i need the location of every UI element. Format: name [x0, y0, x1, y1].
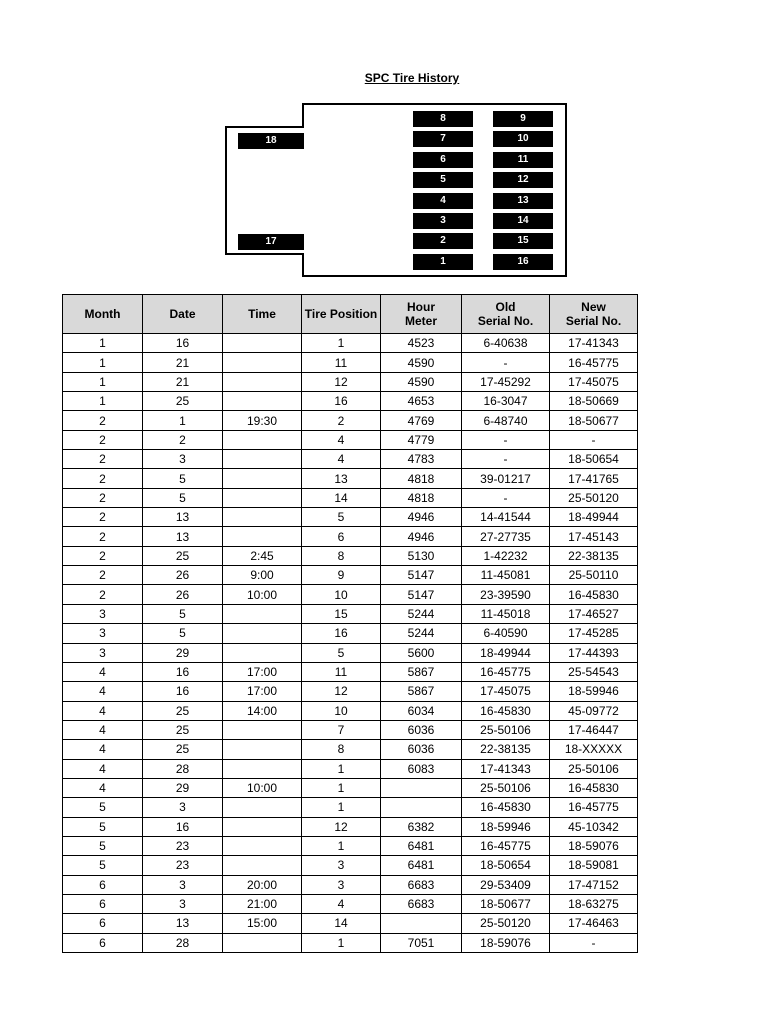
table-cell: 5244 — [381, 624, 462, 643]
table-cell: 25 — [143, 392, 223, 411]
table-cell — [381, 914, 462, 933]
table-cell: 14-41544 — [462, 508, 550, 527]
table-cell: 17-41343 — [462, 759, 550, 778]
table-cell: 2 — [63, 585, 143, 604]
table-cell: 16 — [143, 817, 223, 836]
table-cell: 9 — [302, 566, 381, 585]
table-cell: 6382 — [381, 817, 462, 836]
table-row — [63, 546, 638, 565]
table-cell: 29 — [143, 778, 223, 797]
table-cell: 17:00 — [223, 682, 302, 701]
table-row — [63, 875, 638, 894]
table-row — [63, 682, 638, 701]
table-cell: 3 — [143, 894, 223, 913]
table-cell: 18-50654 — [462, 856, 550, 875]
table-cell — [223, 508, 302, 527]
table-cell: 13 — [143, 508, 223, 527]
table-cell: 6 — [63, 894, 143, 913]
table-cell — [223, 933, 302, 952]
table-cell: 10:00 — [223, 585, 302, 604]
table-cell: 17-41765 — [550, 469, 638, 488]
table-row — [63, 488, 638, 507]
table-row — [63, 392, 638, 411]
table-cell: 17-45292 — [462, 372, 550, 391]
table-cell: 6 — [63, 914, 143, 933]
table-cell: 17-45075 — [550, 372, 638, 391]
table-row — [63, 778, 638, 797]
table-cell: 2 — [63, 527, 143, 546]
table-cell: 3 — [143, 450, 223, 469]
tire-position-box: 3 — [413, 213, 473, 229]
table-cell: 22-38135 — [550, 546, 638, 565]
table-cell — [223, 334, 302, 353]
tire-position-box: 17 — [238, 234, 304, 250]
tire-history-table — [62, 294, 638, 953]
tire-position-box: 16 — [493, 254, 553, 270]
table-row — [63, 411, 638, 430]
tire-position-box: 2 — [413, 233, 473, 249]
table-cell: 4 — [63, 701, 143, 720]
table-cell: 8 — [302, 740, 381, 759]
table-cell: 18-49944 — [550, 508, 638, 527]
table-cell: 14 — [302, 488, 381, 507]
table-cell: 10 — [302, 585, 381, 604]
table-cell: 17-46527 — [550, 604, 638, 623]
tire-position-box: 7 — [413, 131, 473, 147]
table-cell: 2 — [63, 508, 143, 527]
table-cell: 39-01217 — [462, 469, 550, 488]
table-cell: 1 — [302, 334, 381, 353]
table-cell: 18-59076 — [462, 933, 550, 952]
table-cell: 16 — [302, 624, 381, 643]
table-row — [63, 624, 638, 643]
table-cell — [223, 798, 302, 817]
table-cell: 2 — [63, 430, 143, 449]
table-cell: 12 — [302, 817, 381, 836]
table-cell: 26 — [143, 585, 223, 604]
column-header: Time — [223, 295, 302, 334]
table-cell: 25-50120 — [462, 914, 550, 933]
table-cell: 5 — [143, 469, 223, 488]
table-cell: 3 — [302, 875, 381, 894]
column-header: Old Serial No. — [462, 295, 550, 334]
table-cell: 17-44393 — [550, 643, 638, 662]
table-cell: 10:00 — [223, 778, 302, 797]
table-cell: 4783 — [381, 450, 462, 469]
table-cell: 4 — [63, 778, 143, 797]
tire-position-box: 15 — [493, 233, 553, 249]
table-cell — [223, 836, 302, 855]
page-title: SPC Tire History — [364, 71, 460, 85]
table-cell: 6683 — [381, 875, 462, 894]
table-cell: 4946 — [381, 527, 462, 546]
tire-position-box: 6 — [413, 152, 473, 168]
table-cell: 27-27735 — [462, 527, 550, 546]
table-cell: 5 — [143, 488, 223, 507]
table-cell: 5244 — [381, 604, 462, 623]
table-cell: 2 — [63, 450, 143, 469]
table-header-row — [63, 295, 638, 334]
table-cell: 16 — [143, 334, 223, 353]
table-cell: 1 — [302, 798, 381, 817]
table-cell: 16 — [143, 682, 223, 701]
table-cell: 17-46463 — [550, 914, 638, 933]
table-cell: 2 — [63, 411, 143, 430]
table-cell: 5 — [63, 836, 143, 855]
table-row — [63, 914, 638, 933]
table-cell: 25-54543 — [550, 662, 638, 681]
table-cell: 28 — [143, 759, 223, 778]
table-row — [63, 334, 638, 353]
table-cell: 5 — [302, 643, 381, 662]
table-cell: 25-50106 — [550, 759, 638, 778]
table-cell: 16-45775 — [462, 662, 550, 681]
tire-position-box: 8 — [413, 111, 473, 127]
table-cell: 17-45075 — [462, 682, 550, 701]
table-cell: 1 — [143, 411, 223, 430]
table-cell: 2 — [63, 488, 143, 507]
tire-position-box: 9 — [493, 111, 553, 127]
table-cell — [223, 392, 302, 411]
table-cell — [223, 372, 302, 391]
table-row — [63, 372, 638, 391]
table-cell: 2 — [143, 430, 223, 449]
table-cell: 1 — [63, 334, 143, 353]
table-cell: - — [462, 488, 550, 507]
table-cell: 18-50654 — [550, 450, 638, 469]
table-cell: 18-59946 — [462, 817, 550, 836]
table-cell: 12 — [302, 372, 381, 391]
table-cell: 3 — [63, 604, 143, 623]
table-cell: 14 — [302, 914, 381, 933]
table-cell: 19:30 — [223, 411, 302, 430]
table-cell: 22-38135 — [462, 740, 550, 759]
table-cell: 16-45830 — [550, 585, 638, 604]
column-header: Date — [143, 295, 223, 334]
table-cell — [223, 488, 302, 507]
table-cell: 13 — [143, 527, 223, 546]
tire-position-box: 12 — [493, 172, 553, 188]
table-cell: 4818 — [381, 488, 462, 507]
table-cell: 1 — [302, 778, 381, 797]
table-cell: 16-45830 — [550, 778, 638, 797]
table-cell: 1 — [63, 392, 143, 411]
table-cell: 4769 — [381, 411, 462, 430]
table-cell: 25-50106 — [462, 720, 550, 739]
table-cell: 5867 — [381, 682, 462, 701]
table-cell: 6-48740 — [462, 411, 550, 430]
tire-position-box: 1 — [413, 254, 473, 270]
table-cell: 26 — [143, 566, 223, 585]
tire-position-box: 5 — [413, 172, 473, 188]
table-cell: 6 — [63, 875, 143, 894]
table-cell: 6083 — [381, 759, 462, 778]
table-cell: 16-3047 — [462, 392, 550, 411]
table-cell: 18-50677 — [462, 894, 550, 913]
table-cell: 6034 — [381, 701, 462, 720]
table-cell: 5130 — [381, 546, 462, 565]
column-header: New Serial No. — [550, 295, 638, 334]
table-cell — [223, 604, 302, 623]
table-cell: 8 — [302, 546, 381, 565]
table-cell: 25 — [143, 720, 223, 739]
table-cell: 3 — [63, 624, 143, 643]
table-cell: 25 — [143, 701, 223, 720]
table-cell: 4590 — [381, 372, 462, 391]
table-cell: 4818 — [381, 469, 462, 488]
table-cell: 5 — [143, 604, 223, 623]
table-row — [63, 836, 638, 855]
table-cell: 18-59946 — [550, 682, 638, 701]
table-cell: 17-45143 — [550, 527, 638, 546]
table-body — [63, 334, 638, 953]
table-cell: 6683 — [381, 894, 462, 913]
table-row — [63, 508, 638, 527]
table-cell: 6481 — [381, 836, 462, 855]
table-cell: 25-50106 — [462, 778, 550, 797]
table-cell: 6036 — [381, 740, 462, 759]
table-cell: 6 — [63, 933, 143, 952]
table-cell — [223, 856, 302, 875]
table-cell — [223, 759, 302, 778]
table-cell: 6 — [302, 527, 381, 546]
table-cell: - — [462, 430, 550, 449]
table-cell: 17-45285 — [550, 624, 638, 643]
tire-position-box: 11 — [493, 152, 553, 168]
table-cell: 9:00 — [223, 566, 302, 585]
table-row — [63, 469, 638, 488]
table-cell: 16-45830 — [462, 798, 550, 817]
table-cell: 4 — [63, 740, 143, 759]
table-cell — [381, 778, 462, 797]
table-cell: 18-50677 — [550, 411, 638, 430]
table-cell: 45-09772 — [550, 701, 638, 720]
table-cell: 2 — [63, 546, 143, 565]
table-cell: 15:00 — [223, 914, 302, 933]
table-cell: 18-XXXXX — [550, 740, 638, 759]
table-row — [63, 450, 638, 469]
table-cell: 5147 — [381, 585, 462, 604]
table-cell — [223, 740, 302, 759]
table-row — [63, 527, 638, 546]
table-cell: 4 — [63, 720, 143, 739]
table-cell: 14:00 — [223, 701, 302, 720]
table-cell: 18-59076 — [550, 836, 638, 855]
table-row — [63, 740, 638, 759]
table-cell: 12 — [302, 682, 381, 701]
table-cell — [223, 430, 302, 449]
table-cell: 11-45018 — [462, 604, 550, 623]
table-cell: 4590 — [381, 353, 462, 372]
table-cell: 11 — [302, 662, 381, 681]
table-cell: 2 — [63, 469, 143, 488]
column-header: Hour Meter — [381, 295, 462, 334]
tire-position-box: 14 — [493, 213, 553, 229]
table-cell: 7051 — [381, 933, 462, 952]
table-cell: 2 — [302, 411, 381, 430]
table-cell: 1 — [63, 353, 143, 372]
table-cell: 16-45830 — [462, 701, 550, 720]
table-cell: 5600 — [381, 643, 462, 662]
table-cell: 17-46447 — [550, 720, 638, 739]
table-cell: 2:45 — [223, 546, 302, 565]
table-cell: 10 — [302, 701, 381, 720]
table-cell — [223, 527, 302, 546]
table-row — [63, 430, 638, 449]
table-cell: 16-45775 — [550, 798, 638, 817]
table-row — [63, 701, 638, 720]
table-row — [63, 720, 638, 739]
table-cell — [223, 624, 302, 643]
table-cell: 16 — [302, 392, 381, 411]
table-cell: 5147 — [381, 566, 462, 585]
column-header: Tire Position — [302, 295, 381, 334]
table-row — [63, 856, 638, 875]
table-cell: 4523 — [381, 334, 462, 353]
table-cell: 6036 — [381, 720, 462, 739]
table-row — [63, 817, 638, 836]
table-cell: - — [462, 450, 550, 469]
table-cell: 21:00 — [223, 894, 302, 913]
table-row — [63, 585, 638, 604]
tire-position-box: 10 — [493, 131, 553, 147]
table-cell: 20:00 — [223, 875, 302, 894]
table-cell: - — [550, 933, 638, 952]
table-cell: 25 — [143, 740, 223, 759]
table-cell: 17:00 — [223, 662, 302, 681]
table-cell: 5 — [63, 817, 143, 836]
table-cell: 4946 — [381, 508, 462, 527]
table-cell: 1 — [302, 933, 381, 952]
table-cell: 1 — [302, 759, 381, 778]
table-row — [63, 662, 638, 681]
table-cell: 3 — [63, 643, 143, 662]
table-cell: 6481 — [381, 856, 462, 875]
table-cell: 13 — [302, 469, 381, 488]
table-cell: 1-42232 — [462, 546, 550, 565]
table-row — [63, 643, 638, 662]
table-cell: - — [462, 353, 550, 372]
table-cell: 6-40590 — [462, 624, 550, 643]
tire-position-box: 4 — [413, 193, 473, 209]
table-cell — [381, 798, 462, 817]
table-cell: 1 — [63, 372, 143, 391]
truck-outline — [0, 0, 768, 290]
table-cell: 5 — [302, 508, 381, 527]
table-cell: 11-45081 — [462, 566, 550, 585]
table-cell: 16-45775 — [550, 353, 638, 372]
table-cell: 45-10342 — [550, 817, 638, 836]
table-cell — [223, 720, 302, 739]
table-cell: 3 — [143, 875, 223, 894]
table-cell: 25-50110 — [550, 566, 638, 585]
table-cell: 4 — [302, 450, 381, 469]
table-cell: 4 — [63, 682, 143, 701]
table-cell: 21 — [143, 353, 223, 372]
table-row — [63, 759, 638, 778]
table-cell: 15 — [302, 604, 381, 623]
table-cell: 23-39590 — [462, 585, 550, 604]
table-cell: 5 — [143, 624, 223, 643]
table-cell: 4653 — [381, 392, 462, 411]
tire-position-box: 18 — [238, 133, 304, 149]
table-cell: 5867 — [381, 662, 462, 681]
table-cell: - — [550, 430, 638, 449]
table-cell: 18-63275 — [550, 894, 638, 913]
table-row — [63, 604, 638, 623]
table-cell: 29-53409 — [462, 875, 550, 894]
table-cell: 4 — [63, 759, 143, 778]
table-cell: 3 — [302, 856, 381, 875]
table-cell: 18-50669 — [550, 392, 638, 411]
table-cell: 4779 — [381, 430, 462, 449]
table-cell: 11 — [302, 353, 381, 372]
table-cell: 4 — [302, 894, 381, 913]
table-cell — [223, 353, 302, 372]
table-cell: 6-40638 — [462, 334, 550, 353]
table-cell: 18-49944 — [462, 643, 550, 662]
table-cell: 25-50120 — [550, 488, 638, 507]
table-row — [63, 894, 638, 913]
table-cell — [223, 450, 302, 469]
table-cell: 25 — [143, 546, 223, 565]
column-header: Month — [63, 295, 143, 334]
table-cell: 4 — [302, 430, 381, 449]
tire-position-box: 13 — [493, 193, 553, 209]
table-cell: 5 — [63, 856, 143, 875]
table-cell: 5 — [63, 798, 143, 817]
table-row — [63, 933, 638, 952]
table-cell: 7 — [302, 720, 381, 739]
table-cell: 23 — [143, 836, 223, 855]
table-row — [63, 798, 638, 817]
table-cell — [223, 469, 302, 488]
table-cell: 16-45775 — [462, 836, 550, 855]
table-row — [63, 566, 638, 585]
table-cell: 18-59081 — [550, 856, 638, 875]
table-cell: 28 — [143, 933, 223, 952]
table-cell: 4 — [63, 662, 143, 681]
table-cell: 2 — [63, 566, 143, 585]
table-cell: 17-41343 — [550, 334, 638, 353]
table-cell: 17-47152 — [550, 875, 638, 894]
table-cell: 23 — [143, 856, 223, 875]
table-cell: 13 — [143, 914, 223, 933]
table-cell: 16 — [143, 662, 223, 681]
table-cell — [223, 817, 302, 836]
table-cell: 3 — [143, 798, 223, 817]
table-cell: 1 — [302, 836, 381, 855]
table-row — [63, 353, 638, 372]
table-cell — [223, 643, 302, 662]
table-cell: 29 — [143, 643, 223, 662]
table-cell: 21 — [143, 372, 223, 391]
